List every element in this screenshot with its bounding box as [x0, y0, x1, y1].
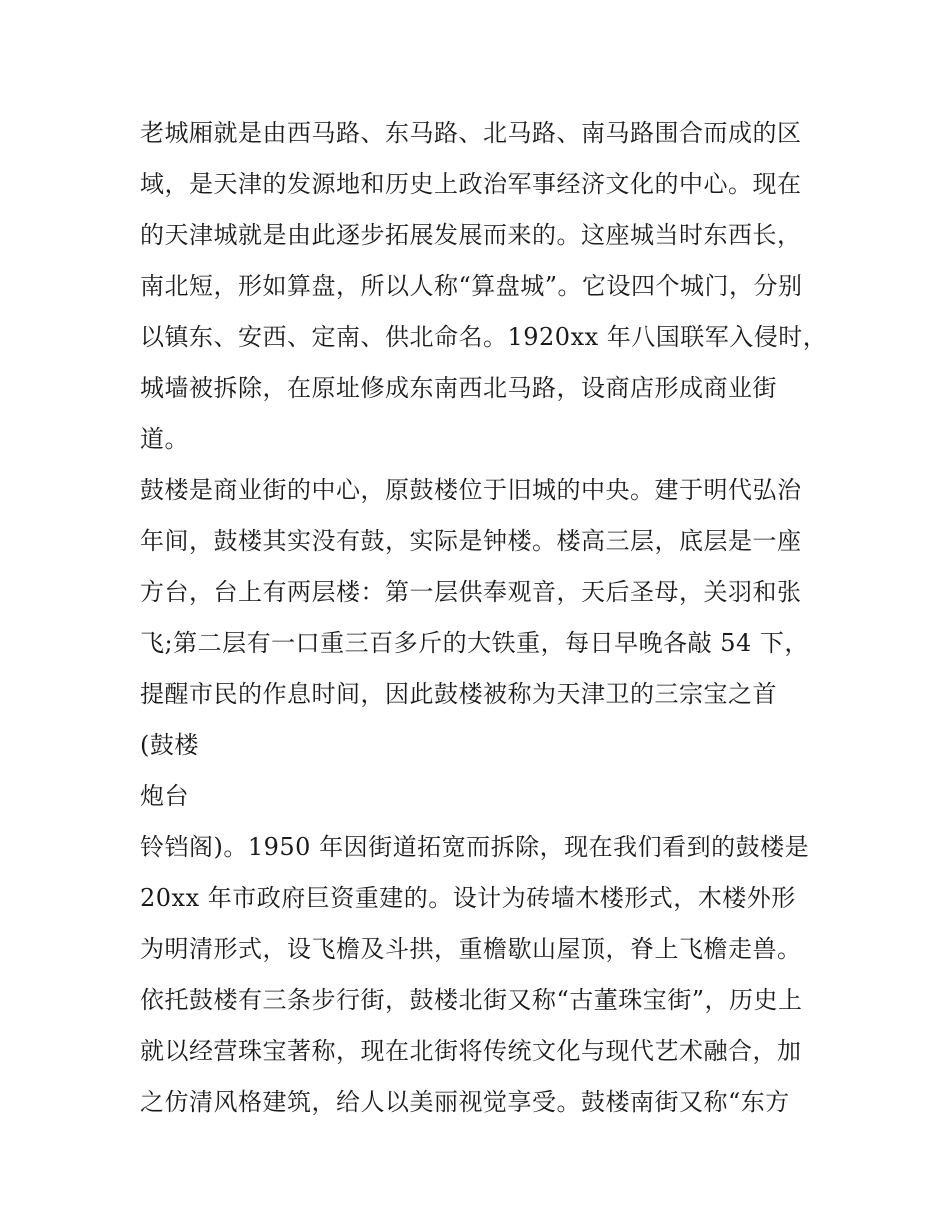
text-line: 南北短，形如算盘，所以人称“算盘城”。它设四个城门，分别 — [140, 272, 803, 300]
text-line: 域，是天津的发源地和历史上政治军事经济文化的中心。现在 — [140, 170, 802, 198]
text-line: 飞;第二层有一口重三百多斤的大铁重，每日早晚各敲 54 下， — [140, 629, 809, 657]
text-line: 城墙被拆除，在原址修成东南西北马路，设商店形成商业街 — [140, 374, 777, 402]
body-text — [140, 108, 828, 1128]
text-line: 道。 — [140, 425, 189, 453]
text-line: 铃铛阁)。1950 年因街道拓宽而拆除，现在我们看到的鼓楼是 — [140, 833, 810, 861]
text-line: 鼓楼是商业街的中心，原鼓楼位于旧城的中央。建于明代弘治 — [140, 476, 802, 504]
text-line: 年间，鼓楼其实没有鼓，实际是钟楼。楼高三层，底层是一座 — [140, 527, 802, 555]
text-line: 20xx 年市政府巨资重建的。设计为砖墙木楼形式，木楼外形 — [140, 884, 796, 912]
text-line: 提醒市民的作息时间，因此鼓楼被称为天津卫的三宗宝之首 — [140, 680, 777, 708]
text-line: 老城厢就是由西马路、东马路、北马路、南马路围合而成的区 — [140, 119, 802, 147]
text-line: 依托鼓楼有三条步行街，鼓楼北街又称“古董珠宝街”，历史上 — [140, 986, 803, 1014]
text-line: 方台，台上有两层楼：第一层供奉观音，天后圣母，关羽和张 — [140, 578, 802, 606]
text-line: 为明清形式，设飞檐及斗拱，重檐歇山屋顶，脊上飞檐走兽。 — [140, 935, 802, 963]
text-line: 之仿清风格建筑，给人以美丽视觉享受。鼓楼南街又称“东方 — [140, 1088, 790, 1116]
text-line: (鼓楼 — [140, 731, 199, 759]
text-line: 就以经营珠宝著称，现在北街将传统文化与现代艺术融合，加 — [140, 1037, 802, 1065]
text-line: 炮台 — [140, 782, 189, 810]
text-line: 以镇东、安西、定南、供北命名。1920xx 年八国联军入侵时， — [140, 323, 828, 351]
text-line: 的天津城就是由此逐步拓展发展而来的。这座城当时东西长， — [140, 221, 802, 249]
